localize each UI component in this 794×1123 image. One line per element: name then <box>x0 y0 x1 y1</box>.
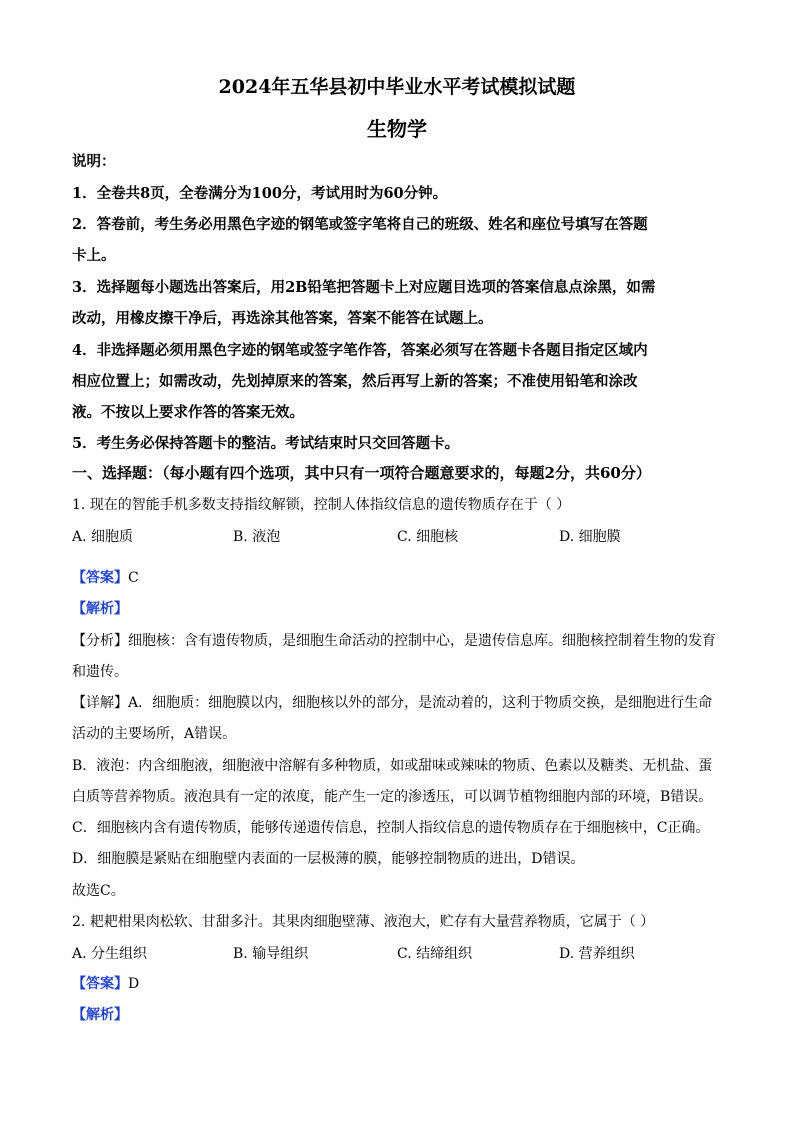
instruction-line: 改动，用橡皮擦干净后，再选涂其他答案，答案不能答在试题上。 <box>72 310 493 327</box>
instruction-line: 1．全卷共8页，全卷满分为100分，考试用时为60分钟。 <box>72 185 448 202</box>
analysis-line: 【详解】A．细胞质：细胞膜以内，细胞核以外的部分，是流动着的，这利于物质交换，是细胞进行生命 <box>72 695 713 711</box>
instruction-line: 液。不按以上要求作答的答案无效。 <box>72 404 304 421</box>
instruction-line: 2．答卷前，考生务必用黑色字迹的钢笔或签字笔将自己的班级、姓名和座位号填写在答题 <box>72 216 648 233</box>
instructions-heading: 说明： <box>72 153 116 170</box>
analysis-line: B．液泡：内含细胞液，细胞液中溶解有多种物质，如或甜味或辣味的物质、色素以及糖类、无机盐、蛋 <box>72 758 713 774</box>
instruction-line: 3．选择题每小题选出答案后，用2B铅笔把答题卡上对应题目选项的答案信息点涂黑，如需 <box>72 279 656 296</box>
instruction-line: 4．非选择题必须用黑色字迹的钢笔或签字笔作答，答案必须写在答题卡各题目指定区域内 <box>72 342 648 359</box>
q2-analysis-label: 【解析】 <box>72 1007 128 1023</box>
q2-answer <box>72 973 139 993</box>
q1-analysis-label: 【解析】 <box>72 601 128 617</box>
answer-label: 【答案】 <box>72 570 128 586</box>
answer-label: 【答案】 <box>72 976 128 992</box>
q1-option-d: D. 细胞膜 <box>559 529 621 545</box>
analysis-line: D．细胞膜是紧贴在细胞壁内表面的一层极薄的膜，能够控制物质的进出，D错误。 <box>72 851 585 867</box>
q2-option-a: A. 分生组织 <box>72 946 148 962</box>
instruction-line: 相应位置上；如需改动，先划掉原来的答案，然后再写上新的答案；不准使用铅笔和涂改 <box>72 373 638 390</box>
analysis-line: 活动的主要场所，A错误。 <box>72 726 237 742</box>
instruction-line: 卡上。 <box>72 247 116 264</box>
answer-value: C <box>128 570 139 586</box>
exam-title: 2024年五华县初中毕业水平考试模拟试题 <box>218 76 576 98</box>
analysis-line: 白质等营养物质。液泡具有一定的浓度，能产生一定的渗透压，可以调节植物细胞内部的环境，B错误。 <box>72 789 713 805</box>
q1-option-b: B. 液泡 <box>233 529 281 545</box>
q2-option-b: B. 输导组织 <box>233 946 309 962</box>
q1-answer <box>72 567 139 587</box>
analysis-line: 和遗传。 <box>72 664 128 680</box>
q1-option-a: A. 细胞质 <box>72 529 134 545</box>
q2-option-d: D. 营养组织 <box>559 946 635 962</box>
subject-title: 生物学 <box>367 117 427 141</box>
analysis-line: 【分析】细胞核：含有遗传物质，是细胞生命活动的控制中心，是遗传信息库。细胞核控制着生物的发育 <box>72 633 716 649</box>
analysis-line: C．细胞核内含有遗传物质，能够传递遗传信息，控制人指纹信息的遗传物质存在于细胞核中，C正确。 <box>72 820 710 836</box>
q1-option-c: C. 细胞核 <box>397 529 459 545</box>
question-2-stem: 2. 耙耙柑果肉松软、甘甜多汁。其果肉细胞壁薄、液泡大，贮存有大量营养物质，它属于（ ） <box>72 914 655 930</box>
question-1-stem: 1. 现在的智能手机多数支持指纹解锁，控制人体指纹信息的遗传物质存在于（ ） <box>72 497 571 513</box>
section-heading: 一、选择题：（每小题有四个选项，其中只有一项符合题意要求的，每题2分，共60分） <box>72 464 651 482</box>
answer-value: D <box>128 976 140 992</box>
analysis-line: 故选C。 <box>72 883 125 899</box>
instruction-line: 5．考生务必保持答题卡的整洁。考试结束时只交回答题卡。 <box>72 435 460 452</box>
q2-option-c: C. 结缔组织 <box>397 946 473 962</box>
